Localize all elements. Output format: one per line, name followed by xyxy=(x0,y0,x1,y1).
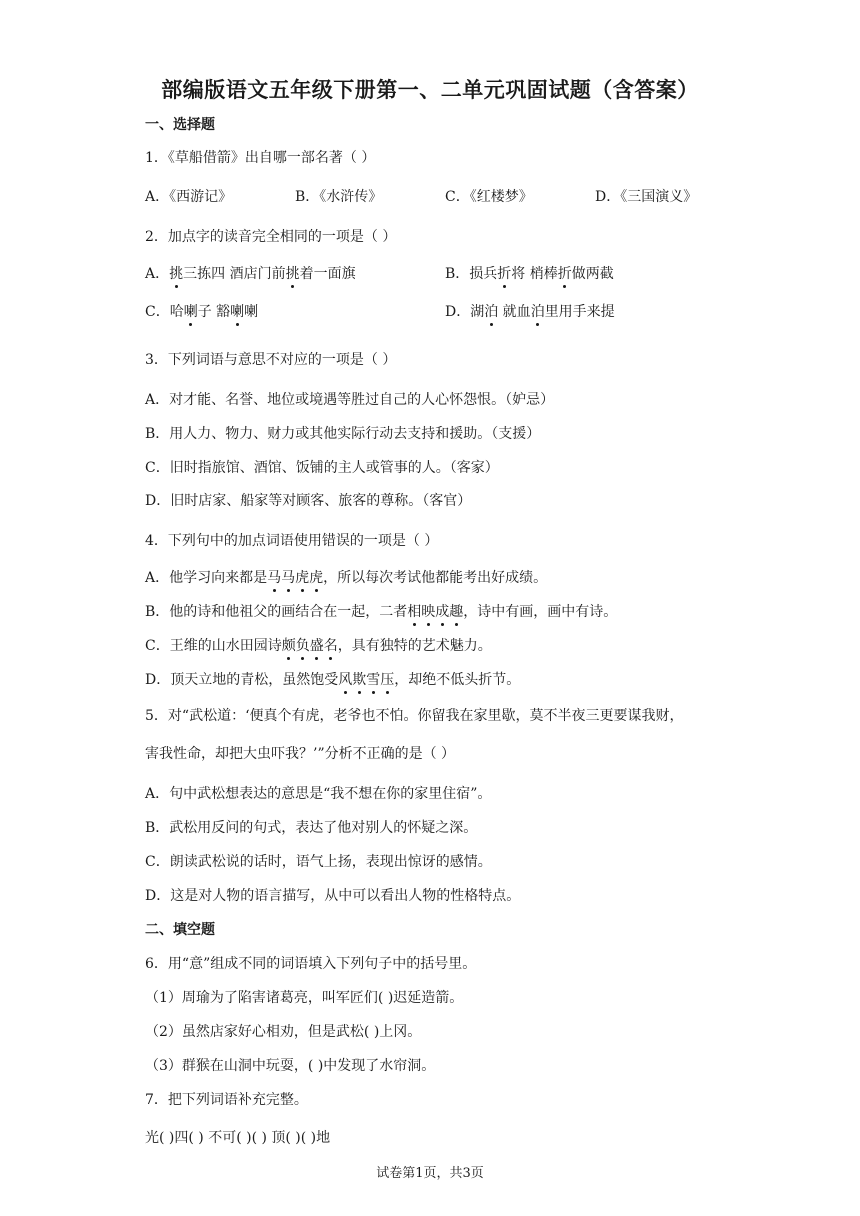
question-5-option-d: D．这是对人物的语言描写，从中可以看出人物的性格特点。 xyxy=(145,888,521,904)
question-5-option-c: C．朗读武松说的话时，语气上扬，表现出惊讶的感情。 xyxy=(145,854,492,870)
dotted-char: 马 xyxy=(281,567,295,587)
question-1-stem: 1．《草船借箭》出自哪一部名著（ ） xyxy=(145,150,376,166)
dotted-char: 名 xyxy=(324,635,338,655)
question-4-option-d xyxy=(145,669,520,689)
question-2-option-b xyxy=(445,263,614,283)
option-text: 将 梢棒 xyxy=(511,266,558,282)
question-4-option-c xyxy=(145,635,492,655)
option-text: ，具有独特的艺术魅力。 xyxy=(337,638,492,654)
dotted-char: 虎 xyxy=(295,567,309,587)
option-text: 子 豁 xyxy=(197,304,231,320)
question-1-option-a: A．《西游记》 xyxy=(145,189,233,205)
dotted-char: 虎 xyxy=(309,567,323,587)
option-text: A． xyxy=(145,266,170,282)
option-text: 里用手来提 xyxy=(544,304,615,320)
question-4-option-b xyxy=(145,601,617,621)
section-heading-choice: 一、选择题 xyxy=(145,117,215,133)
question-3-option-b: B．用人力、物力、财力或其他实际行动去支持和援助。（支援） xyxy=(145,426,541,442)
option-text: 喇 xyxy=(244,304,259,320)
question-1-option-b: B．《水浒传》 xyxy=(295,189,383,205)
option-text: ，诗中有画，画中有诗。 xyxy=(463,604,618,620)
dotted-char: 压 xyxy=(380,669,394,689)
question-3-option-d: D．旧时店家、船家等对顾客、旅客的尊称。（客官） xyxy=(145,493,472,509)
dotted-char: 映 xyxy=(421,601,435,621)
page-footer: 试卷第1页，共3页 xyxy=(376,1166,484,1181)
dotted-char: 马 xyxy=(267,567,281,587)
option-text: B．损兵 xyxy=(445,266,498,282)
question-4-option-a xyxy=(145,567,547,587)
dotted-char: 雪 xyxy=(366,669,380,689)
question-4-stem: 4．下列句中的加点词语使用错误的一项是（ ） xyxy=(145,533,439,549)
question-6-sentence-2: （2）虽然店家好心相劝，但是武松( )上冈。 xyxy=(145,1024,422,1040)
option-text: D．湖 xyxy=(445,304,485,320)
dotted-char: 趣 xyxy=(449,601,463,621)
question-2-option-c xyxy=(145,301,258,321)
question-3-option-a: A．对才能、名誉、地位或境遇等胜过自己的人心怀怨恨。（妒忌） xyxy=(145,392,555,408)
page-title: 部编版语文五年级下册第一、二单元巩固试题（含答案） xyxy=(161,78,699,102)
dotted-char: 欺 xyxy=(352,669,366,689)
dotted-char: 盛 xyxy=(310,635,324,655)
dotted-char: 折 xyxy=(558,263,572,283)
question-1-option-c: C．《红楼梦》 xyxy=(445,189,533,205)
question-5-stem-line-2: 害我性命，却把大虫吓我？’”分析不正确的是（ ） xyxy=(145,746,456,762)
option-text: 做两截 xyxy=(571,266,614,282)
question-2-stem: 2．加点字的读音完全相同的一项是（ ） xyxy=(145,229,397,245)
dotted-char: 喇 xyxy=(184,301,198,321)
option-text: 三拣四 酒店门前 xyxy=(183,266,286,282)
option-text: 着一面旗 xyxy=(299,266,356,282)
option-text: C．哈 xyxy=(145,304,184,320)
dotted-char: 成 xyxy=(435,601,449,621)
question-5-option-b: B．武松用反问的句式，表达了他对别人的怀疑之深。 xyxy=(145,820,478,836)
question-6-stem: 6．用“意”组成不同的词语填入下列句子中的括号里。 xyxy=(145,956,477,972)
dotted-char: 颇 xyxy=(282,635,296,655)
option-text: C．王维的山水田园诗 xyxy=(145,638,282,654)
option-text: ，所以每次考试他都能考出好成绩。 xyxy=(323,570,548,586)
question-5-stem-line-1: 5．对“武松道：‘便真个有虎，老爷也不怕。你留我在家里歇，莫不半夜三更要谋我财， xyxy=(145,708,684,724)
dotted-char: 喇 xyxy=(230,301,244,321)
question-2-option-a xyxy=(145,263,356,283)
dotted-char: 风 xyxy=(338,669,352,689)
dotted-char: 折 xyxy=(497,263,511,283)
question-3-stem: 3．下列词语与意思不对应的一项是（ ） xyxy=(145,352,397,368)
question-2-option-d xyxy=(445,301,615,321)
question-5-option-a: A．句中武松想表达的意思是“我不想在你的家里住宿”。 xyxy=(145,786,492,802)
option-text: ，却绝不低头折节。 xyxy=(394,672,521,688)
option-text: 就血 xyxy=(498,304,531,320)
option-text: A．他学习向来都是 xyxy=(145,570,268,586)
question-1-option-d: D．《三国演义》 xyxy=(595,189,698,205)
dotted-char: 泊 xyxy=(484,301,498,321)
dotted-char: 相 xyxy=(407,601,421,621)
dotted-char: 挑 xyxy=(169,263,183,283)
section-heading-fill: 二、填空题 xyxy=(145,922,215,938)
question-6-sentence-3: （3）群猴在山洞中玩耍，( )中发现了水帘洞。 xyxy=(145,1058,436,1074)
question-7-stem: 7．把下列词语补充完整。 xyxy=(145,1092,308,1108)
dotted-char: 挑 xyxy=(286,263,300,283)
option-text: D．顶天立地的青松，虽然饱受 xyxy=(145,672,339,688)
question-6-sentence-1: （1）周瑜为了陷害诸葛亮，叫军匠们( )迟延造箭。 xyxy=(145,990,464,1006)
question-7-blanks: 光( )四( ) 不可( )( ) 顶( )( )地 xyxy=(145,1130,331,1146)
dotted-char: 负 xyxy=(296,635,310,655)
question-3-option-c: C．旧时指旅馆、酒馆、饭铺的主人或管事的人。（客家） xyxy=(145,460,499,476)
option-text: B．他的诗和他祖父的画结合在一起，二者 xyxy=(145,604,408,620)
dotted-char: 泊 xyxy=(531,301,545,321)
